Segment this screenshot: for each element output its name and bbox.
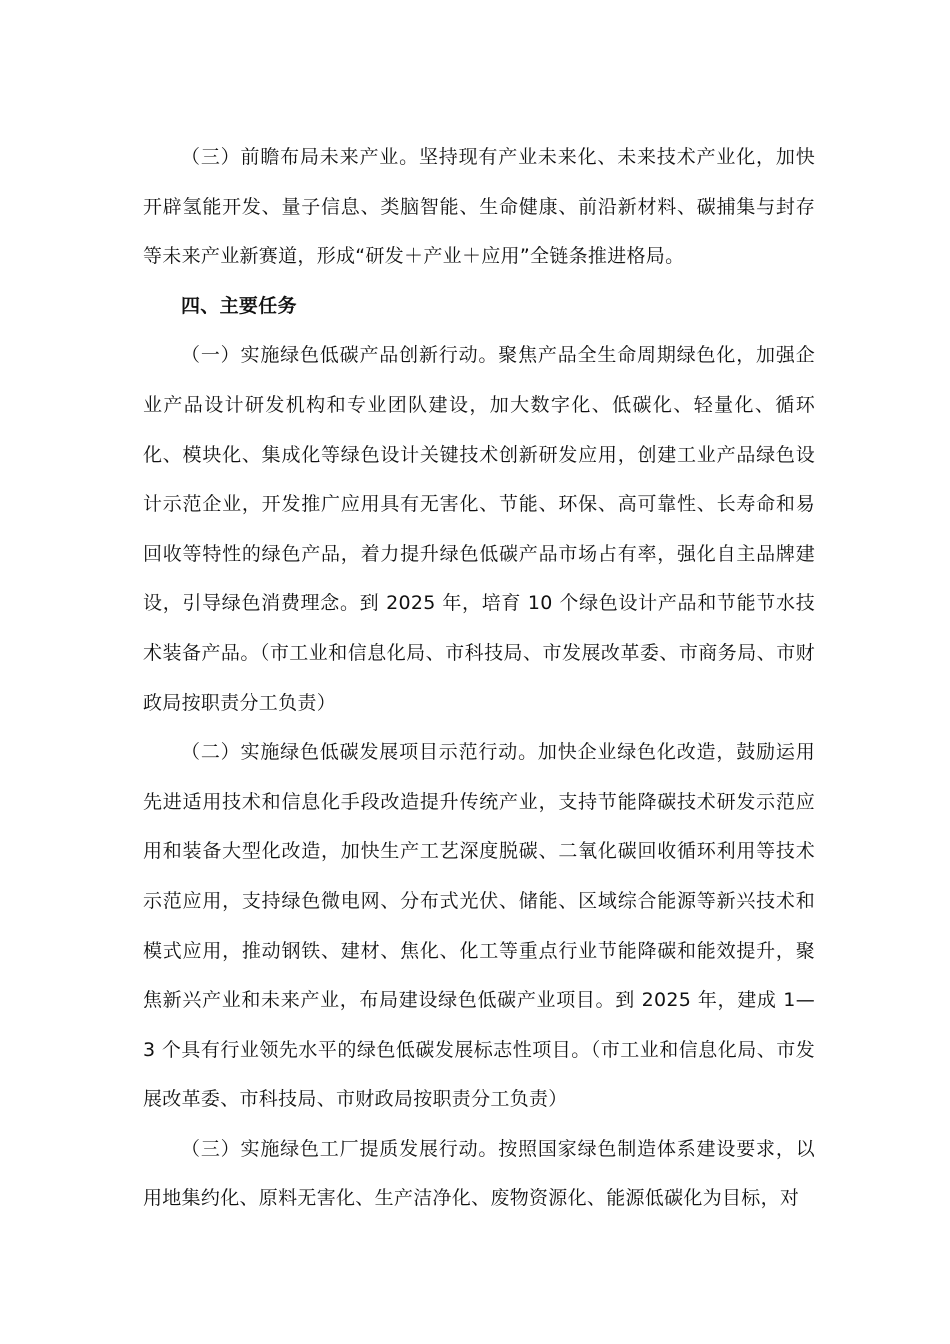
document-body	[143, 133, 815, 1224]
paragraph-green-project-demonstration: （二）实施绿色低碳发展项目示范行动。加快企业绿色化改造，鼓励运用先进适用技术和信息化手段改造提升传统产业，支持节能降碳技术研发示范应用和装备大型化改造，加快生产工艺深度脱碳、二氧化碳回收循环利用等技术示范应用，支持绿色微电网、分布式光伏、储能、区域综合能源等新兴技术和模式应用，推动钢铁、建材、焦化、化工等重点行业节能降碳和能效提升，聚焦新兴产业和未来产业，布局建设绿色低碳产业项目。到 2025 年，建成 1—3 个具有行业领先水平的绿色低碳发展标志性项目。（市工业和信息化局、市发展改革委、市科技局、市财政局按职责分工负责）	[143, 741, 815, 1111]
paragraph-future-industries: （三）前瞻布局未来产业。坚持现有产业未来化、未来技术产业化，加快开辟氢能开发、量子信息、类脑智能、生命健康、前沿新材料、碳捕集与封存等未来产业新赛道，形成“研发＋产业＋应用”全链条推进格局。	[143, 146, 815, 268]
section-heading-main-tasks: 四、主要任务	[181, 294, 297, 317]
paragraph-green-factory-upgrade: （三）实施绿色工厂提质发展行动。按照国家绿色制造体系建设要求，以用地集约化、原料无害化、生产洁净化、废物资源化、能源低碳化为目标，对	[143, 1137, 815, 1210]
paragraph-green-product-innovation: （一）实施绿色低碳产品创新行动。聚焦产品全生命周期绿色化，加强企业产品设计研发机构和专业团队建设，加大数字化、低碳化、轻量化、循环化、模块化、集成化等绿色设计关键技术创新研发应用，创建工业产品绿色设计示范企业，开发推广应用具有无害化、节能、环保、高可靠性、长寿命和易回收等特性的绿色产品，着力提升绿色低碳产品市场占有率，强化自主品牌建设，引导绿色消费理念。到 2025 年，培育 10 个绿色设计产品和节能节水技术装备产品。（市工业和信息化局、市科技局、市发展改革委、市商务局、市财政局按职责分工负责）	[143, 344, 815, 714]
